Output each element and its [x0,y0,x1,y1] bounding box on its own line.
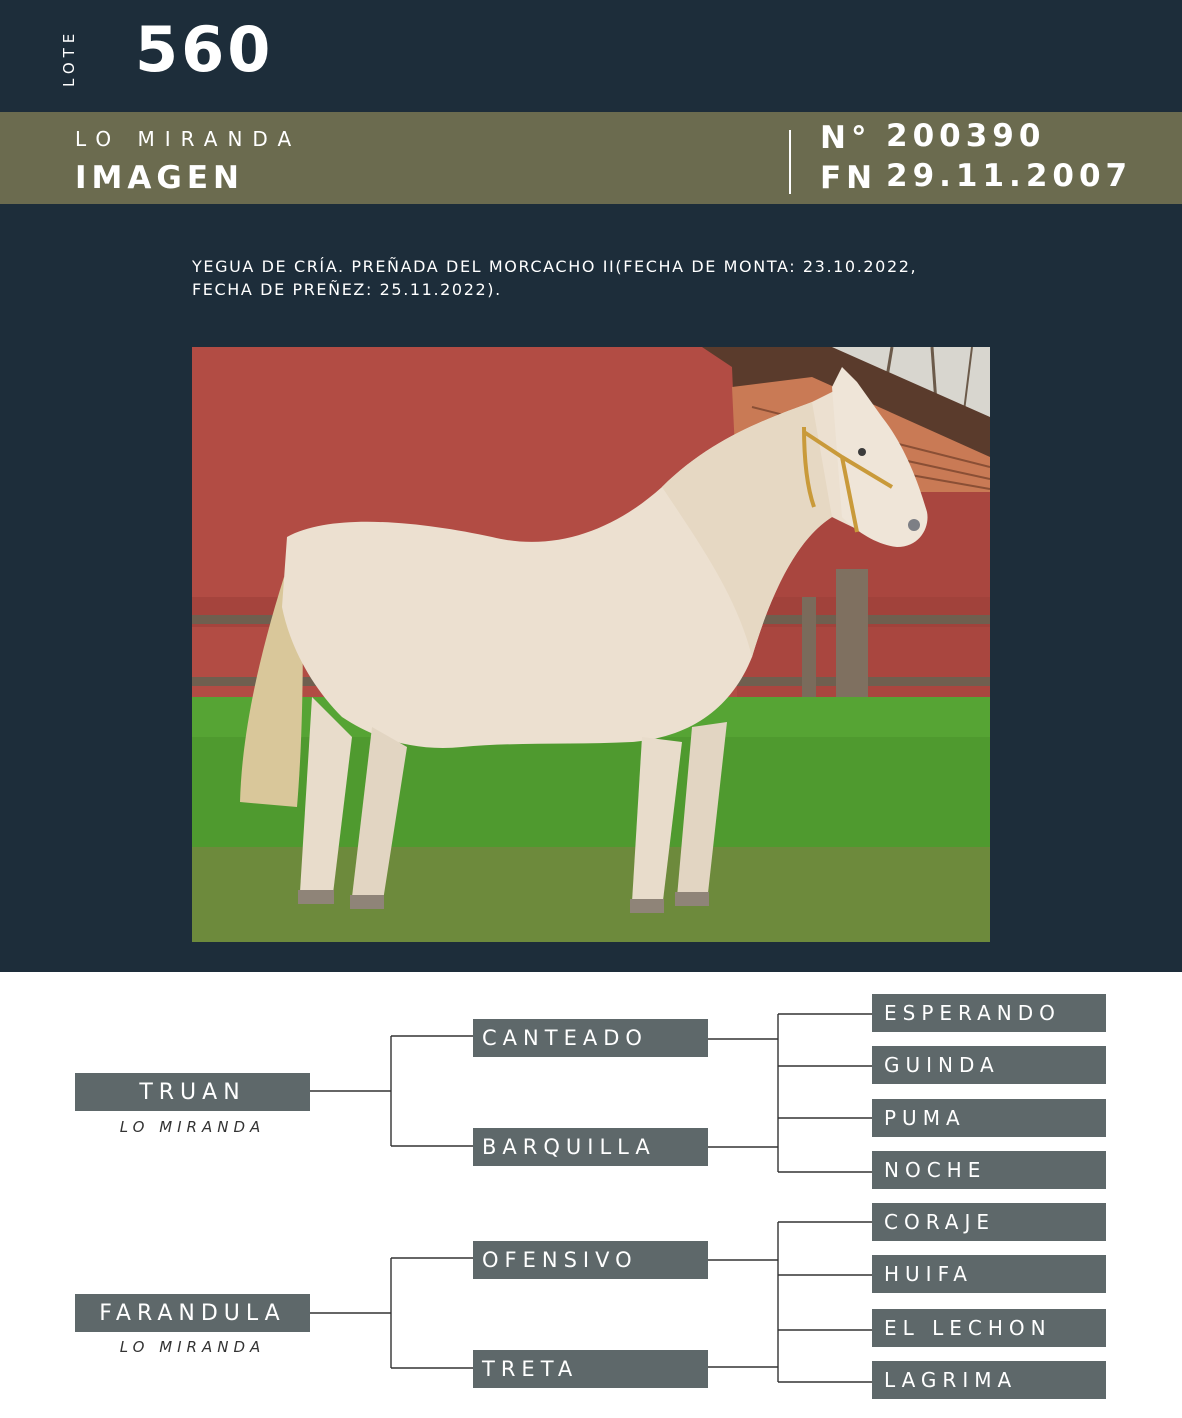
great-grandparent-box [872,1309,1106,1347]
registration-label: N° [820,120,872,156]
great-grandparent-name: GUINDA [884,1053,1000,1077]
sire-name: TRUAN [139,1079,246,1105]
description-line-2: FECHA DE PREÑEZ: 25.11.2022). [192,280,502,299]
great-grandparent-box [872,1046,1106,1084]
grandparent-box [473,1241,708,1279]
great-grandparent-name: CORAJE [884,1210,996,1234]
great-grandparent-box [872,1203,1106,1241]
grandparent-box [473,1019,708,1057]
birth-date: 29.11.2007 [886,158,1133,194]
lote-number: 560 [135,13,274,86]
great-grandparent-box [872,1361,1106,1399]
great-grandparent-name: HUIFA [884,1262,973,1286]
registration-number: 200390 [886,118,1046,154]
dam-box [75,1294,310,1332]
grandparent-box [473,1350,708,1388]
lote-label: LOTE [60,28,78,87]
great-grandparent-name: PUMA [884,1106,966,1130]
grandparent-box [473,1128,708,1166]
great-grandparent-name: NOCHE [884,1158,987,1182]
great-grandparent-name: ESPERANDO [884,1001,1061,1025]
horse-name: IMAGEN [75,160,244,196]
great-grandparent-box [872,1151,1106,1189]
birth-date-label: FN [820,160,878,196]
description-line-1: YEGUA DE CRÍA. PREÑADA DEL MORCACHO II(FECHA DE MONTA: 23.10.2022, [192,257,918,276]
great-grandparent-name: LAGRIMA [884,1368,1018,1392]
grandparent-name: TRETA [482,1357,579,1381]
great-grandparent-box [872,1099,1106,1137]
sire-breeder: LO MIRANDA [119,1118,266,1136]
dam-breeder: LO MIRANDA [119,1338,266,1356]
great-grandparent-name: EL LECHON [884,1316,1052,1340]
sire-box [75,1073,310,1111]
grandparent-name: BARQUILLA [482,1135,656,1159]
great-grandparent-box [872,994,1106,1032]
great-grandparent-box [872,1255,1106,1293]
breeder-name: LO MIRANDA [75,127,302,151]
grandparent-name: CANTEADO [482,1026,648,1050]
grandparent-name: OFENSIVO [482,1248,638,1272]
dam-name: FARANDULA [99,1300,286,1326]
